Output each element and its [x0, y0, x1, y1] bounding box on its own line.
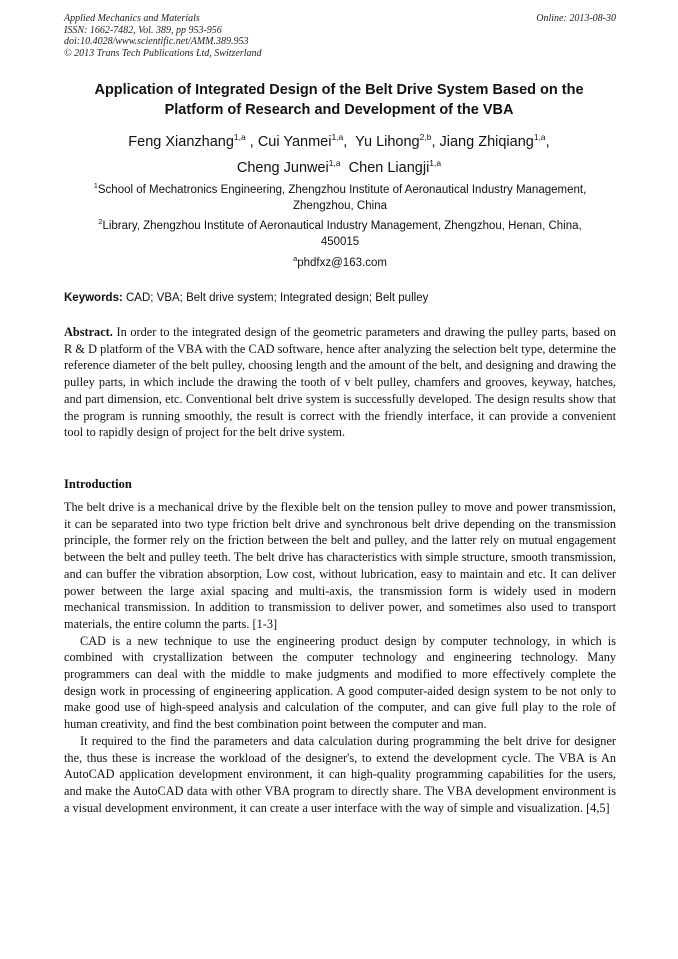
copyright-line: © 2013 Trans Tech Publications Ltd, Switzerland: [64, 47, 262, 59]
author-name: Jiang Zhiqiang: [439, 134, 534, 150]
keywords-block: [64, 290, 616, 306]
affiliation-2: [64, 218, 616, 250]
paper-title: [40, 80, 638, 120]
author-line-2: [40, 155, 638, 181]
affiliation-mark: 1: [93, 181, 98, 190]
keywords-label: Keywords:: [64, 292, 123, 304]
affiliation-2-line-2: 450015: [320, 236, 360, 248]
author-name: Cui Yanmei: [257, 134, 332, 150]
affiliation-text: Library, Zhengzhou Institute of Aeronautical Industry Management, Zhengzhou, Henan, China,: [102, 220, 582, 232]
online-date: Online: 2013-08-30: [536, 13, 616, 24]
title-line-1: Application of Integrated Design of the Belt Drive System Based on the: [94, 82, 584, 98]
affiliation-mark: 2: [98, 217, 103, 226]
paragraph: The belt drive is a mechanical drive by the flexible belt on the tension pulley to move and power transmission, it can be separated into two type friction belt drive and synchronous belt drive depending on the transmission principle, the former rely on the friction between the belt and pulley, and the latter rely on mutual engagement between the belt and pulley teeth. The belt drive has characteristics with simple structure, smooth transmission, and can buffer the vibration absorption, Low cost, without lubrication, easy to maintain and etc. It can deliver power between the large axial spacing and multi-axis, the transmission form is widely used in modern mechanical transmission. In addition to transmission to deliver power, and sometimes also used to transport materials, the entire column the parts. [1-3]: [64, 500, 616, 631]
author-list: [40, 129, 638, 181]
author-name: Chen Liangji: [348, 160, 430, 176]
affiliation-1-line-1: [64, 182, 616, 198]
keywords-text: CAD; VBA; Belt drive system; Integrated design; Belt pulley: [126, 292, 429, 304]
author-line-1: [40, 129, 638, 155]
abstract-text: In order to the integrated design of the geometric parameters and drawing the pulley parts, based on R & D platform of the VBA with the CAD software, hence after analyzing the selection belt type, determine the reference diameter of the belt pulley, choosing length and the amount of the belt, and designing and drawing the pulley parts, in which include the drawing the tooth of v belt pulley, chamfers and grooves, keyway, hatches, and part dimension, etc. Conventional belt drive system is successfully developed. The design results show that the program is running smoothly, the result is correct with the friendly interface, it can provide a convenient tool to rapidly design of project for the belt drive system.: [64, 325, 617, 440]
abstract-label: Abstract.: [64, 325, 113, 339]
author-name: Yu Lihong: [355, 134, 420, 150]
issn-line: ISSN: 1662-7482, Vol. 389, pp 953-956: [64, 24, 222, 36]
author-affil-mark: 1,a: [328, 158, 341, 168]
affiliation-2-line-1: [64, 218, 616, 234]
affiliation-1-line-2: Zhengzhou, China: [293, 200, 387, 212]
author-separator: ,: [343, 134, 356, 150]
title-line-2: Platform of Research and Development of the VBA: [164, 102, 514, 118]
abstract-block: [64, 324, 616, 441]
paragraph: It required to the find the parameters and data calculation during programming the belt drive for designer the, thus these is increase the workload of the designer's, to extend the development cycle. The VBA is An AutoCAD application development environment, it can high-quality programming capabilities for the users, and make the AutoCAD data with other VBA program to directly share. The VBA development environment is a visual development environment, it can create a user interface with the way of simple and visualization. [4,5]: [64, 733, 616, 815]
paragraph: CAD is a new technique to use the engineering product design by computer technology, in which is combined with crystallization between the computer technology and engineering technology. Many programmers can deal with the middle to make judgments and modified to more effectively complete the design work in processing of engineering application. A good computer-aided design system to be not only to make good use of high-speed analysis and calculation of the computer, and can give full play to the role of human creativity, and find the best combination point between the computer and man.: [64, 633, 616, 732]
author-name: Feng Xianzhang: [128, 134, 234, 150]
author-affil-mark: 1,a: [429, 158, 442, 168]
affiliation-1: [64, 182, 616, 214]
author-separator: ,: [245, 134, 258, 150]
journal-name: Applied Mechanics and Materials: [64, 13, 200, 24]
email-mark: a: [293, 254, 298, 263]
running-header: [64, 13, 616, 59]
author-affil-mark: 1,a: [533, 132, 546, 142]
author-affil-mark: 1,a: [331, 132, 344, 142]
doi-line: doi:10.4028/www.scientific.net/AMM.389.953: [64, 36, 249, 47]
affiliation-text: School of Mechatronics Engineering, Zhengzhou Institute of Aeronautical Industry Management,: [97, 184, 587, 196]
author-name: Cheng Junwei: [236, 160, 329, 176]
contact-email: [64, 255, 616, 271]
introduction-body: [64, 499, 616, 816]
author-separator: [341, 160, 349, 176]
author-separator: ,: [431, 134, 440, 150]
introduction-heading: Introduction: [64, 477, 132, 491]
author-affil-mark: 1,a: [233, 132, 246, 142]
author-affil-mark: 2,b: [419, 132, 432, 142]
author-separator: ,: [545, 134, 550, 150]
email-address[interactable]: phdfxz@163.com: [297, 257, 387, 269]
